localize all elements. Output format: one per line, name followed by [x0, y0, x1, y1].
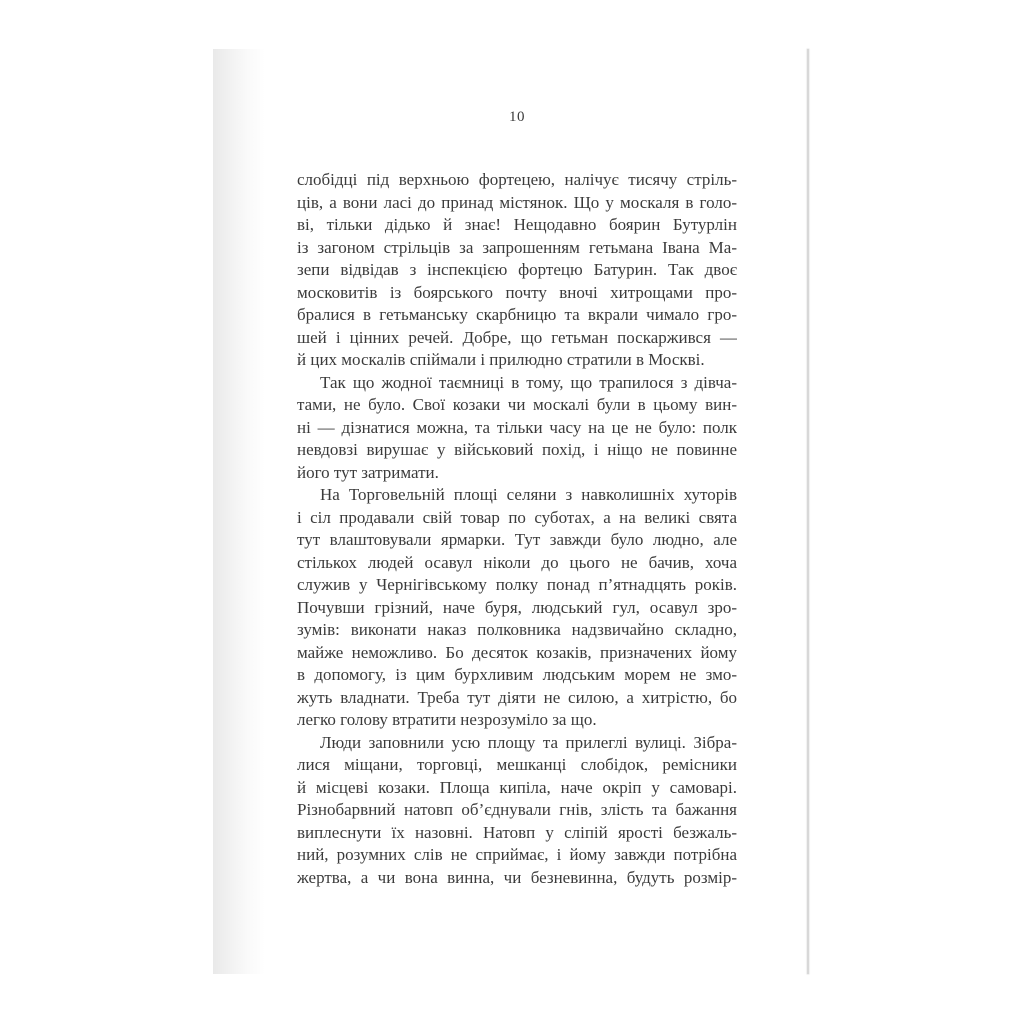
text-line: слобідці під верхньою фортецею, налічує тисячу стріль-	[297, 170, 737, 189]
text-line: жертва, а чи вона винна, чи безневинна, будуть розмір-	[297, 867, 737, 887]
text-line: Люди заповнили усю площу та прилеглі вулиці. Зібра-	[320, 732, 737, 752]
text-line: зумів: виконати наказ полковника надзвичайно складно,	[297, 620, 737, 639]
paragraph	[297, 732, 737, 890]
text-line: ний, розумних слів не сприймає, і йому завжди потрібна	[297, 845, 737, 864]
text-line: легко голову втратити незрозуміло за що.	[297, 710, 597, 729]
text-line: із загоном стрільців за запрошенням гетьмана Івана Ма-	[297, 237, 737, 257]
paragraph	[297, 169, 737, 372]
text-line: в допомогу, із цим бурхливим людським морем не змо-	[297, 665, 737, 684]
page-spine-shadow	[213, 49, 265, 974]
text-line: бралися в гетьманську скарбницю та вкрали чимало гро-	[297, 305, 737, 324]
text-line: Почувши грізний, наче буря, людський гул, осавул зро-	[297, 597, 737, 617]
page-number: 10	[509, 109, 525, 125]
text-line: тами, не було. Свої козаки чи москалі були в цьому вин-	[297, 395, 737, 414]
text-line: ві, тільки дідько й знає! Нещодавно боярин Бутурлін	[297, 215, 737, 234]
paragraph	[297, 372, 737, 485]
text-line: лися міщани, торговці, мешканці слобідок, ремісники	[297, 755, 737, 774]
text-line: служив у Чернігівському полку понад п’ятнадцять років.	[297, 575, 737, 594]
text-line: невдовзі вирушає у військовий похід, і ніщо не повинне	[297, 440, 737, 459]
text-line: жуть владнати. Треба тут діяти не силою, а хитрістю, бо	[297, 687, 737, 707]
text-line: тут влаштовували ярмарки. Тут завжди було людно, але	[297, 530, 737, 549]
paragraph	[297, 484, 737, 732]
text-line: й цих москалів спіймали і прилюдно стратили в Москві.	[297, 350, 705, 369]
text-line: майже неможливо. Бо десяток козаків, призначених йому	[297, 642, 737, 662]
text-line: Так що жодної таємниці в тому, що трапилося з дівча-	[320, 372, 737, 392]
text-line: ців, а вони ласі до принад містянок. Що у москаля в голо-	[297, 192, 737, 212]
text-line: стількох людей осавул ніколи до цього не бачив, хоча	[297, 552, 737, 572]
text-line: виплеснути їх назовні. Натовп у сліпій ярості безжаль-	[297, 822, 737, 842]
text-line: й місцеві козаки. Площа кипіла, наче окріп у самоварі.	[297, 777, 737, 797]
text-line: На Торговельній площі селяни з навколишніх хуторів	[320, 485, 737, 504]
body-text	[297, 169, 737, 889]
text-line: шей і цінних речей. Добре, що гетьман поскаржився —	[297, 327, 737, 347]
text-line: і сіл продавали свій товар по суботах, а на великі свята	[297, 507, 737, 527]
text-line: його тут затримати.	[297, 462, 439, 482]
text-line: ні — дізнатися можна, та тільки часу на це не було: полк	[297, 417, 737, 437]
text-line: зепи відвідав з інспекцією фортецю Батурин. Так двоє	[297, 260, 737, 279]
text-line: Різнобарвний натовп об’єднували гнів, злість та бажання	[297, 800, 737, 819]
text-line: московитів із боярського почту вночі хитрощами про-	[297, 282, 737, 302]
page-edge-line	[807, 49, 809, 974]
